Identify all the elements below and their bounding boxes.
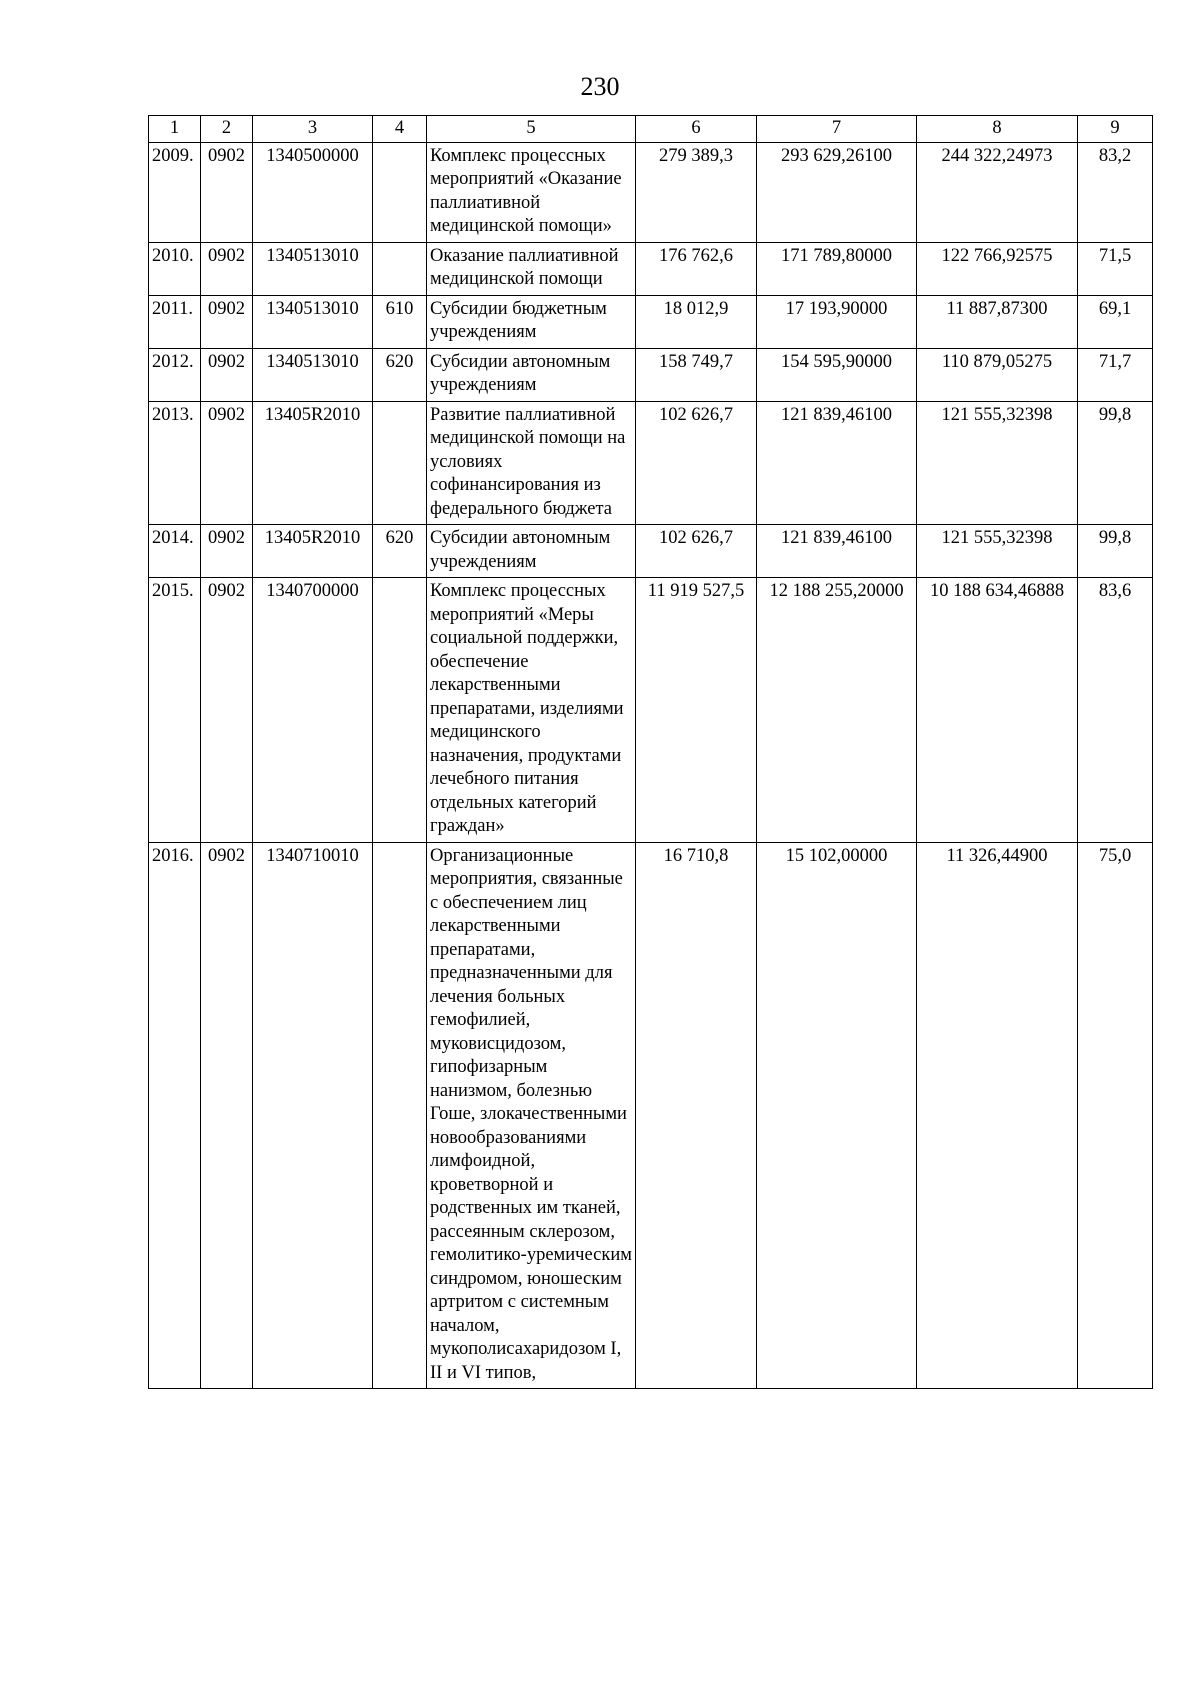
- value-col-7: 154 595,90000: [757, 348, 917, 401]
- table-row: [149, 842, 1153, 1389]
- value-col-6: 176 762,6: [636, 242, 757, 295]
- expense-type-code: [373, 842, 427, 1389]
- value-col-9: 71,5: [1078, 242, 1153, 295]
- header-cell-2: 2: [201, 116, 253, 143]
- expense-type-code: [373, 242, 427, 295]
- value-col-8: 121 555,32398: [917, 525, 1078, 578]
- value-col-6: 102 626,7: [636, 401, 757, 525]
- table-row: [149, 525, 1153, 578]
- value-col-6: 18 012,9: [636, 295, 757, 348]
- table-row: [149, 295, 1153, 348]
- value-col-8: 11 326,44900: [917, 842, 1078, 1389]
- target-article-code: 13405R2010: [253, 401, 373, 525]
- section-code: 0902: [201, 242, 253, 295]
- row-number: 2009.: [149, 142, 201, 242]
- value-col-7: 12 188 255,20000: [757, 578, 917, 843]
- value-col-6: 102 626,7: [636, 525, 757, 578]
- target-article-code: 13405R2010: [253, 525, 373, 578]
- target-article-code: 1340500000: [253, 142, 373, 242]
- value-col-7: 17 193,90000: [757, 295, 917, 348]
- row-description: Субсидии бюджетным учреждениям: [427, 295, 636, 348]
- value-col-8: 10 188 634,46888: [917, 578, 1078, 843]
- value-col-9: 83,2: [1078, 142, 1153, 242]
- row-number: 2010.: [149, 242, 201, 295]
- header-row: [149, 116, 1153, 143]
- section-code: 0902: [201, 842, 253, 1389]
- section-code: 0902: [201, 525, 253, 578]
- expense-type-code: [373, 578, 427, 843]
- value-col-6: 279 389,3: [636, 142, 757, 242]
- expense-type-code: 620: [373, 525, 427, 578]
- value-col-6: 11 919 527,5: [636, 578, 757, 843]
- section-code: 0902: [201, 401, 253, 525]
- row-number: 2012.: [149, 348, 201, 401]
- value-col-9: 99,8: [1078, 401, 1153, 525]
- row-number: 2011.: [149, 295, 201, 348]
- section-code: 0902: [201, 295, 253, 348]
- row-number: 2013.: [149, 401, 201, 525]
- row-number: 2014.: [149, 525, 201, 578]
- target-article-code: 1340513010: [253, 348, 373, 401]
- row-description: Субсидии автономным учреждениям: [427, 348, 636, 401]
- value-col-9: 69,1: [1078, 295, 1153, 348]
- expense-type-code: 620: [373, 348, 427, 401]
- value-col-8: 110 879,05275: [917, 348, 1078, 401]
- value-col-9: 75,0: [1078, 842, 1153, 1389]
- row-description: Организационные мероприятия, связанные с обеспечением лиц лекарственными препаратами, предназначенными для лечения больных гемофилией, муковисцидозом, гипофизарным нанизмом, болезнью Гоше, злокачественными новообразованиями лимфоидной, кроветворной и родственных им тканей, рассеянным склерозом, гемолитико-уремическим синдромом, юношеским артритом с системным началом, мукополисахаридозом I, II и VI типов,: [427, 842, 636, 1389]
- table-row: [149, 242, 1153, 295]
- value-col-7: 121 839,46100: [757, 525, 917, 578]
- header-cell-9: 9: [1078, 116, 1153, 143]
- section-code: 0902: [201, 142, 253, 242]
- row-description: Развитие паллиативной медицинской помощи на условиях софинансирования из федерального бюджета: [427, 401, 636, 525]
- value-col-7: 15 102,00000: [757, 842, 917, 1389]
- row-description: Оказание паллиативной медицинской помощи: [427, 242, 636, 295]
- row-description: Субсидии автономным учреждениям: [427, 525, 636, 578]
- value-col-7: 293 629,26100: [757, 142, 917, 242]
- section-code: 0902: [201, 348, 253, 401]
- target-article-code: 1340700000: [253, 578, 373, 843]
- row-description: Комплекс процессных мероприятий «Оказание паллиативной медицинской помощи»: [427, 142, 636, 242]
- header-cell-5: 5: [427, 116, 636, 143]
- value-col-9: 83,6: [1078, 578, 1153, 843]
- value-col-7: 121 839,46100: [757, 401, 917, 525]
- row-number: 2016.: [149, 842, 201, 1389]
- row-number: 2015.: [149, 578, 201, 843]
- budget-table: [148, 115, 1153, 1389]
- table-row: [149, 578, 1153, 843]
- header-cell-8: 8: [917, 116, 1078, 143]
- page-number: 230: [580, 72, 620, 101]
- header-cell-1: 1: [149, 116, 201, 143]
- target-article-code: 1340513010: [253, 295, 373, 348]
- value-col-8: 122 766,92575: [917, 242, 1078, 295]
- section-code: 0902: [201, 578, 253, 843]
- header-cell-4: 4: [373, 116, 427, 143]
- value-col-8: 121 555,32398: [917, 401, 1078, 525]
- value-col-8: 11 887,87300: [917, 295, 1078, 348]
- value-col-8: 244 322,24973: [917, 142, 1078, 242]
- table-row: [149, 142, 1153, 242]
- target-article-code: 1340513010: [253, 242, 373, 295]
- row-description: Комплекс процессных мероприятий «Меры социальной поддержки, обеспечение лекарственными препаратами, изделиями медицинского назначения, продуктами лечебного питания отдельных категорий граждан»: [427, 578, 636, 843]
- table-row: [149, 401, 1153, 525]
- header-cell-6: 6: [636, 116, 757, 143]
- value-col-9: 71,7: [1078, 348, 1153, 401]
- table-row: [149, 348, 1153, 401]
- value-col-6: 16 710,8: [636, 842, 757, 1389]
- expense-type-code: [373, 401, 427, 525]
- value-col-6: 158 749,7: [636, 348, 757, 401]
- expense-type-code: 610: [373, 295, 427, 348]
- expense-type-code: [373, 142, 427, 242]
- header-cell-7: 7: [757, 116, 917, 143]
- target-article-code: 1340710010: [253, 842, 373, 1389]
- value-col-7: 171 789,80000: [757, 242, 917, 295]
- header-cell-3: 3: [253, 116, 373, 143]
- value-col-9: 99,8: [1078, 525, 1153, 578]
